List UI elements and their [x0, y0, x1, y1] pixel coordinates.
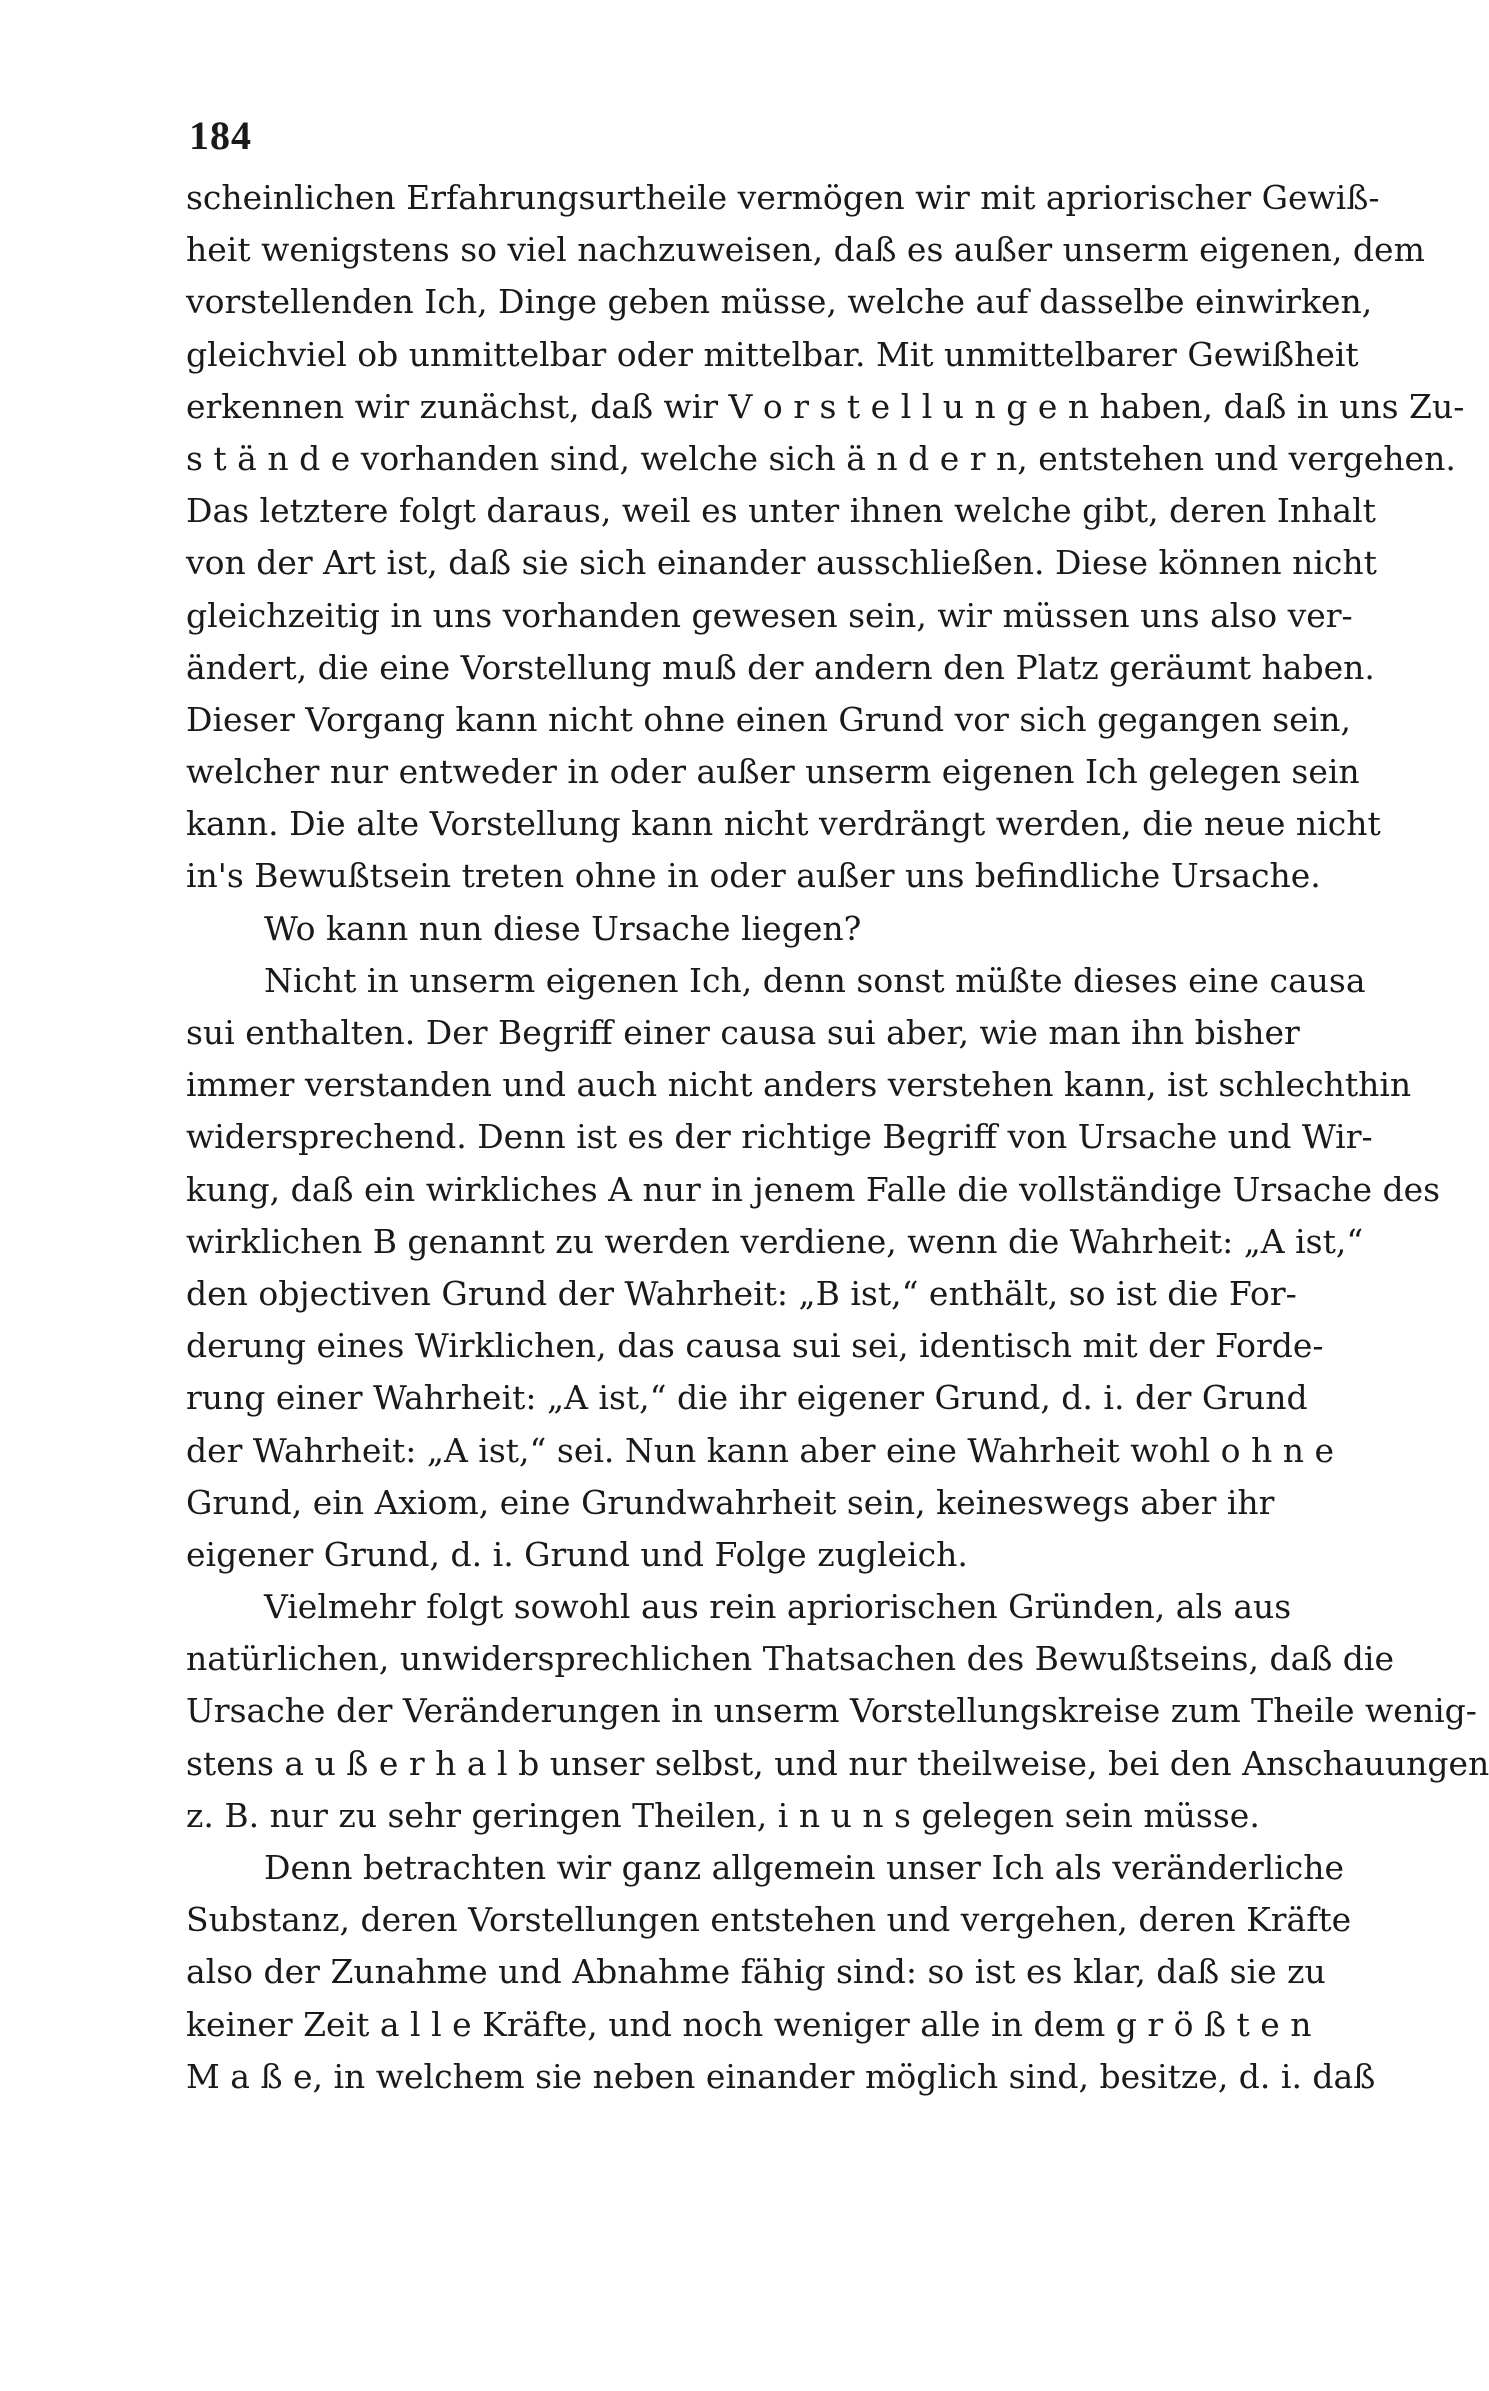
text-line: von der Art ist, daß sie sich einander ausschließen. Diese können nicht	[186, 543, 1377, 583]
text-line: scheinlichen Erfahrungsurtheile vermögen wir mit apriorischer Gewiß-	[186, 178, 1380, 217]
text-line: ändert, die eine Vorstellung muß der andern den Platz geräumt haben.	[186, 647, 1375, 687]
text-line: Substanz, deren Vorstellungen entstehen und vergehen, deren Kräfte	[186, 1900, 1352, 1940]
text-line: welcher nur entweder in oder außer unserm eigenen Ich gelegen sein	[186, 752, 1360, 792]
text-line: vorstellenden Ich, Dinge geben müsse, welche auf dasselbe einwirken,	[186, 282, 1373, 322]
text-line: kann. Die alte Vorstellung kann nicht verdrängt werden, die neue nicht	[186, 804, 1381, 844]
text-line: wirklichen B genannt zu werden verdiene, wenn die Wahrheit: „A ist,“	[186, 1221, 1364, 1261]
text-line: Denn betrachten wir ganz allgemein unser Ich als veränderliche	[264, 1848, 1344, 1887]
page-number: 184	[189, 113, 252, 158]
text-line: Vielmehr folgt sowohl aus rein apriorischen Gründen, als aus	[264, 1587, 1292, 1627]
text-line: stens a u ß e r h a l b unser selbst, und nur theilweise, bei den Anschauungen	[186, 1743, 1489, 1783]
body-text	[186, 172, 1489, 2103]
text-line: s t ä n d e vorhanden sind, welche sich ä n d e r n, entstehen und vergehen.	[186, 438, 1456, 478]
text-line: Wo kann nun diese Ursache liegen?	[264, 908, 862, 948]
text-line: keiner Zeit a l l e Kräfte, und noch weniger alle in dem g r ö ß t e n	[186, 2004, 1312, 2044]
text-line: der Wahrheit: „A ist,“ sei. Nun kann aber eine Wahrheit wohl o h n e	[186, 1430, 1335, 1470]
text-line: derung eines Wirklichen, das causa sui sei, identisch mit der Forde-	[186, 1326, 1324, 1366]
text-line: Das letztere folgt daraus, weil es unter ihnen welche gibt, deren Inhalt	[186, 491, 1376, 531]
text-line: natürlichen, unwidersprechlichen Thatsachen des Bewußtseins, daß die	[186, 1639, 1394, 1679]
text-line: z. B. nur zu sehr geringen Theilen, i n u n s gelegen sein müsse.	[186, 1795, 1260, 1835]
text-line: Grund, ein Axiom, eine Grundwahrheit sein, keineswegs aber ihr	[186, 1482, 1275, 1522]
text-line: Nicht in unserm eigenen Ich, denn sonst müßte dieses eine causa	[264, 960, 1366, 1000]
text-line: immer verstanden und auch nicht anders verstehen kann, ist schlechthin	[186, 1065, 1412, 1105]
text-line: Dieser Vorgang kann nicht ohne einen Grund vor sich gegangen sein,	[186, 699, 1351, 739]
text-line: M a ß e, in welchem sie neben einander möglich sind, besitze, d. i. daß	[186, 2056, 1376, 2096]
text-line: rung einer Wahrheit: „A ist,“ die ihr eigener Grund, d. i. der Grund	[186, 1378, 1308, 1418]
text-line: in's Bewußtsein treten ohne in oder außer uns befindliche Ursache.	[186, 856, 1321, 896]
text-line: sui enthalten. Der Begriff einer causa sui aber, wie man ihn bisher	[186, 1013, 1300, 1052]
text-line: also der Zunahme und Abnahme fähig sind: so ist es klar, daß sie zu	[186, 1952, 1326, 1992]
text-line: heit wenigstens so viel nachzuweisen, daß es außer unserm eigenen, dem	[186, 230, 1425, 270]
text-line: eigener Grund, d. i. Grund und Folge zugleich.	[186, 1534, 968, 1574]
text-line: erkennen wir zunächst, daß wir V o r s t e l l u n g e n haben, daß in uns Zu-	[186, 386, 1465, 426]
text-line: Ursache der Veränderungen in unserm Vorstellungskreise zum Theile wenig-	[186, 1691, 1477, 1731]
text-line: gleichviel ob unmittelbar oder mittelbar. Mit unmittelbarer Gewißheit	[186, 334, 1359, 374]
text-line: den objectiven Grund der Wahrheit: „B ist,“ enthält, so ist die For-	[186, 1273, 1297, 1313]
text-line: widersprechend. Denn ist es der richtige Begriff von Ursache und Wir-	[186, 1117, 1373, 1157]
text-line: kung, daß ein wirkliches A nur in jenem Falle die vollständige Ursache des	[186, 1169, 1441, 1209]
text-line: gleichzeitig in uns vorhanden gewesen sein, wir müssen uns also ver-	[186, 595, 1353, 635]
